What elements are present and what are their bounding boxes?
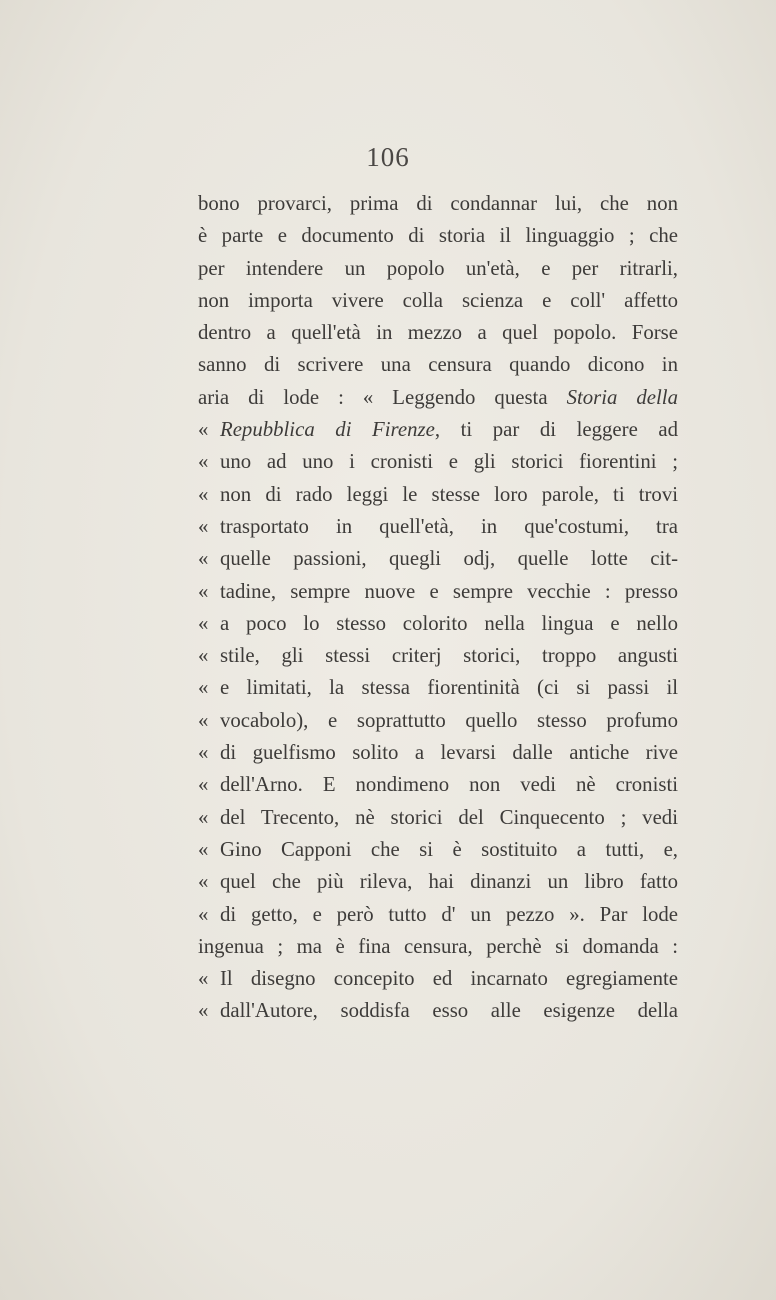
text-line [198, 963, 678, 995]
text-line [198, 382, 678, 414]
text-line [198, 511, 678, 543]
page-number: 106 [366, 142, 410, 172]
text-segment: dell'Arno. E nondimeno non vedi nè cronisti [220, 773, 678, 797]
text-line [198, 899, 678, 931]
text-line [198, 349, 678, 381]
text-line [198, 479, 678, 511]
quote-mark: « [198, 418, 209, 442]
text-segment: quel che più rileva, hai dinanzi un libro fatto [220, 870, 678, 894]
quote-mark: « [198, 450, 209, 474]
text-line [198, 866, 678, 898]
text-line [198, 253, 678, 285]
text-segment: è parte e documento di storia il linguaggio ; che [198, 224, 678, 248]
text-segment: aria di lode : « Leggendo questa [198, 385, 567, 409]
text-line [198, 220, 678, 252]
quote-mark: « [198, 611, 209, 635]
text-segment: trasportato in quell'età, in que'costumi, tra [220, 514, 678, 538]
quote-mark: « [198, 644, 209, 668]
text-segment: non importa vivere colla scienza e coll' affetto [198, 288, 678, 312]
quote-mark: « [198, 579, 209, 603]
text-line [198, 834, 678, 866]
quote-mark: « [198, 547, 209, 571]
text-line [198, 640, 678, 672]
text-segment: uno ad uno i cronisti e gli storici fiorentini ; [220, 450, 678, 474]
text-segment: ingenua ; ma è fina censura, perchè si domanda : [198, 934, 678, 958]
text-line [198, 672, 678, 704]
text-segment: per intendere un popolo un'età, e per ritrarli, [198, 256, 678, 280]
text-line [198, 446, 678, 478]
text-segment: , ti par di leggere ad [434, 418, 679, 442]
italic-title: Storia della [566, 385, 678, 409]
text-segment: stile, gli stessi criterj storici, troppo angusti [220, 644, 678, 668]
text-segment: Gino Capponi che si è sostituito a tutti, e, [220, 837, 678, 861]
text-segment: di guelfismo solito a levarsi dalle antiche rive [220, 741, 678, 765]
text-segment: sanno di scrivere una censura quando dicono in [198, 353, 678, 377]
text-segment: bono provarci, prima di condannar lui, che non [198, 192, 678, 215]
quote-mark: « [198, 773, 209, 797]
text-segment: quelle passioni, quegli odj, quelle lotte cit- [220, 547, 678, 571]
text-line [198, 543, 678, 575]
text-line [198, 317, 678, 349]
text-segment: e limitati, la stessa fiorentinità (ci si passi il [220, 676, 678, 700]
quote-mark: « [198, 482, 209, 506]
italic-title: Repubblica di Firenze [220, 418, 435, 442]
text-segment: a poco lo stesso colorito nella lingua e nello [220, 611, 678, 635]
text-line [198, 769, 678, 801]
text-segment: del Trecento, nè storici del Cinquecento ; vedi [220, 805, 678, 829]
quote-mark: « [198, 708, 209, 732]
quote-mark: « [198, 514, 209, 538]
quote-mark: « [198, 805, 209, 829]
quote-mark: « [198, 999, 209, 1023]
text-segment: tadine, sempre nuove e sempre vecchie : presso [220, 579, 678, 603]
body-text [198, 188, 678, 1028]
quote-mark: « [198, 837, 209, 861]
text-line [198, 576, 678, 608]
quote-mark: « [198, 870, 209, 894]
text-line [198, 802, 678, 834]
text-segment: dentro a quell'età in mezzo a quel popolo. Forse [198, 321, 678, 345]
text-line [198, 285, 678, 317]
text-line [198, 931, 678, 963]
quote-mark: « [198, 902, 209, 926]
text-segment: dall'Autore, soddisfa esso alle esigenze della [220, 999, 678, 1023]
text-line [198, 705, 678, 737]
text-line [198, 414, 678, 446]
quote-mark: « [198, 741, 209, 765]
text-segment: non di rado leggi le stesse loro parole, ti trovi [220, 482, 678, 506]
text-line [198, 188, 678, 220]
text-segment: Il disegno concepito ed incarnato egregiamente [220, 967, 678, 991]
text-line [198, 995, 678, 1027]
text-line [198, 737, 678, 769]
text-line [198, 608, 678, 640]
text-segment: vocabolo), e soprattutto quello stesso profumo [220, 708, 678, 732]
text-segment: di getto, e però tutto d' un pezzo ». Par lode [220, 902, 678, 926]
quote-mark: « [198, 676, 209, 700]
quote-mark: « [198, 967, 209, 991]
